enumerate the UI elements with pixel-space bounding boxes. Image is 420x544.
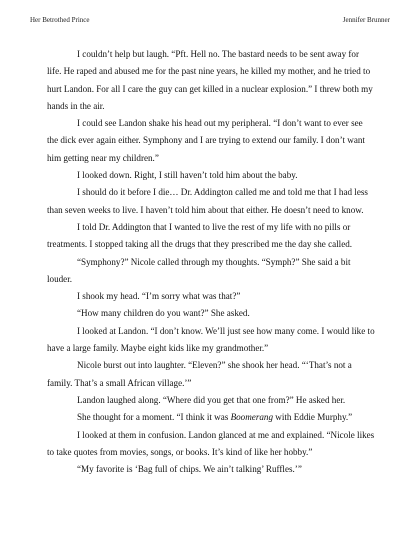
movie-title: Boomerang <box>230 412 273 423</box>
paragraph: I told Dr. Addington that I wanted to live the rest of my life with no pills or treatments. I stopped taking all the drugs that they prescribed me the day she called. <box>47 221 353 250</box>
paragraph: I looked at them in confusion. Landon glanced at me and explained. “Nicole likes to take quotes from movies, songs, or books. It’s kind of like her hobby.” <box>47 429 375 457</box>
paragraph: “Symphony?” Nicole called through my thoughts. “Symph?” She said a bit louder. <box>47 256 351 284</box>
paragraph: I shook my head. “I’m sorry what was that?” <box>77 291 241 302</box>
paragraph-text: with Eddie Murphy.” <box>273 412 353 423</box>
paragraph: Nicole burst out into laughter. “Eleven?” she shook her head. “‘That’s not a family. That’s a small African village.’” <box>47 360 352 388</box>
paragraph: I looked down. Right, I still haven’t told him about the baby. <box>77 170 298 181</box>
author-name: Jennifer Brunner <box>342 16 390 24</box>
paragraph: Landon laughed along. “Where did you get that one from?” He asked her. <box>77 394 346 405</box>
paragraph: I looked at Landon. “I don’t know. We’ll just see how many come. I would like to have a large family. Maybe eight kids like my grandmother.” <box>47 325 375 354</box>
body-text <box>47 46 375 478</box>
paragraph-text: She thought for a moment. “I think it was <box>77 412 231 423</box>
paragraph: “How many children do you want?” She asked. <box>77 308 250 319</box>
book-title: Her Betrothed Prince <box>30 16 90 24</box>
running-header <box>30 14 390 26</box>
paragraph: I could see Landon shake his head out my peripheral. “I don’t want to ever see the dick ever again either. Symphony and I are trying to extend our family. I don’t want him getting near my children.” <box>47 118 365 163</box>
paragraph <box>47 409 375 426</box>
paragraph: I couldn’t help but laugh. “Pft. Hell no. The bastard needs to be sent away for life. He raped and abused me for the past nine years, he killed my mother, and he tried to hurt Landon. For all I care the guy can get killed in a nuclear explosion.” I threw both my hands in the air. <box>47 49 373 111</box>
paragraph: I should do it before I die… Dr. Addington called me and told me that I had less than seven weeks to live. I haven’t told him about that either. He doesn’t need to know. <box>47 187 368 215</box>
paragraph: “My favorite is ‘Bag full of chips. We ain’t talking’ Ruffles.’” <box>77 464 302 475</box>
